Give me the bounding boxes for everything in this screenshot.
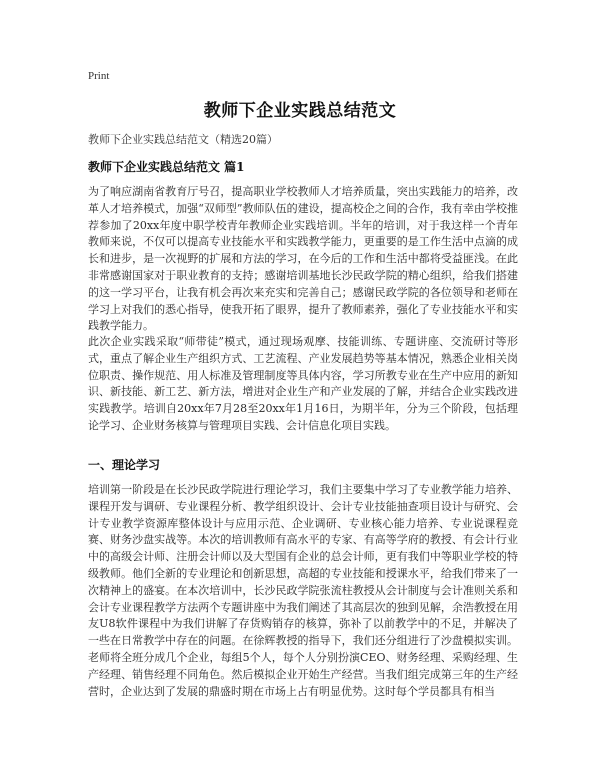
document-title: 教师下企业实践总结范文 <box>203 101 397 121</box>
article-heading: 教师下企业实践总结范文 篇1 <box>88 160 245 174</box>
section-one-paragraph: 培训第一阶段是在长沙民政学院进行理论学习，我们主要集中学习了专业教学能力培养、课程开发与调研、专业课程分析、教学组织设计、会计专业技能抽查项目设计与研究、会计专业教学资源库整体设计与应用示范、企业调研、专业核心能力培养、专业说课程竞赛、财务沙盘实战等。本次的培训教师有高水平的专家、有高等学府的教授、有会计行业中的高级会计师、注册会计师以及大型国有企业的总会计师，更有我们中等职业学校的特级教师。他们全新的专业理论和创新思想，高超的专业技能和授课水平，给我们带来了一次精神上的盛宴。在本次培训中，长沙民政学院张流柱教授从会计制度与会计准则关系和会计专业课程教学方法两个专题讲座中为我们阐述了其高层次的独到见解，余浩教授在用友U8软件课程中为我们讲解了存货购销存的核算，弥补了以前教学中的不足，并解决了一些在日常教学中存在的问题。在徐辉教授的指导下，我们还分组进行了沙盘模拟实训。老师将全班分成几个企业，每组5个人，每个人分别扮演CEO、财务经理、采购经理、生产经理、销售经理不同角色。然后模拟企业开始生产经营。当我们组完成第三年的生产经营时，企业达到了发展的鼎盛时期在市场上占有明显优势。这时每个学员都具有相当 <box>88 483 518 698</box>
paragraph-1: 为了响应湖南省教育厅号召，提高职业学校教师人才培养质量，突出实践能力的培养，改革人才培养模式，加强“双师型”教师队伍的建设，提高校企之间的合作，我有幸由学校推荐参加了20xx年度中职学校青年教师企业实践培训。半年的培训，对于我这样一个青年教师来说，不仅可以提高专业技能水平和实践教学能力，更重要的是工作生活中点滴的成长和进步，是一次视野的扩展和方法的学习，在今后的工作和生活中都将受益匪浅。在此非常感谢国家对于职业教育的支持；感谢培训基地长沙民政学院的精心组织，给我们搭建的这一学习平台，让我有机会再次来充实和完善自己；感谢民政学院的各位领导和老师在学习上对我们的悉心指导，使我开拓了眼界，提升了教师素养，强化了专业技能水平和实践教学能力。 <box>88 185 518 333</box>
paragraph-2: 此次企业实践采取“师带徒”模式，通过现场观摩、技能训练、专题讲座、交流研讨等形式，重点了解企业生产组织方式、工艺流程、产业发展趋势等基本情况，熟悉企业相关岗位职责、操作规范、用人标准及管理制度等具体内容，学习所教专业在生产中应用的新知识、新技能、新工艺、新方法，增进对企业生产和产业发展的了解，并结合企业实践改进实践教学。培训自20xx年7月28至20xx年1月16日，为期半年，分为三个阶段，包括理论学习、企业财务核算与管理项目实践、会计信息化项目实践。 <box>88 335 518 432</box>
section-one-heading: 一、理论学习 <box>88 458 161 472</box>
document-subtitle: 教师下企业实践总结范文（精选20篇） <box>88 133 278 146</box>
print-link[interactable]: Print <box>88 70 110 82</box>
